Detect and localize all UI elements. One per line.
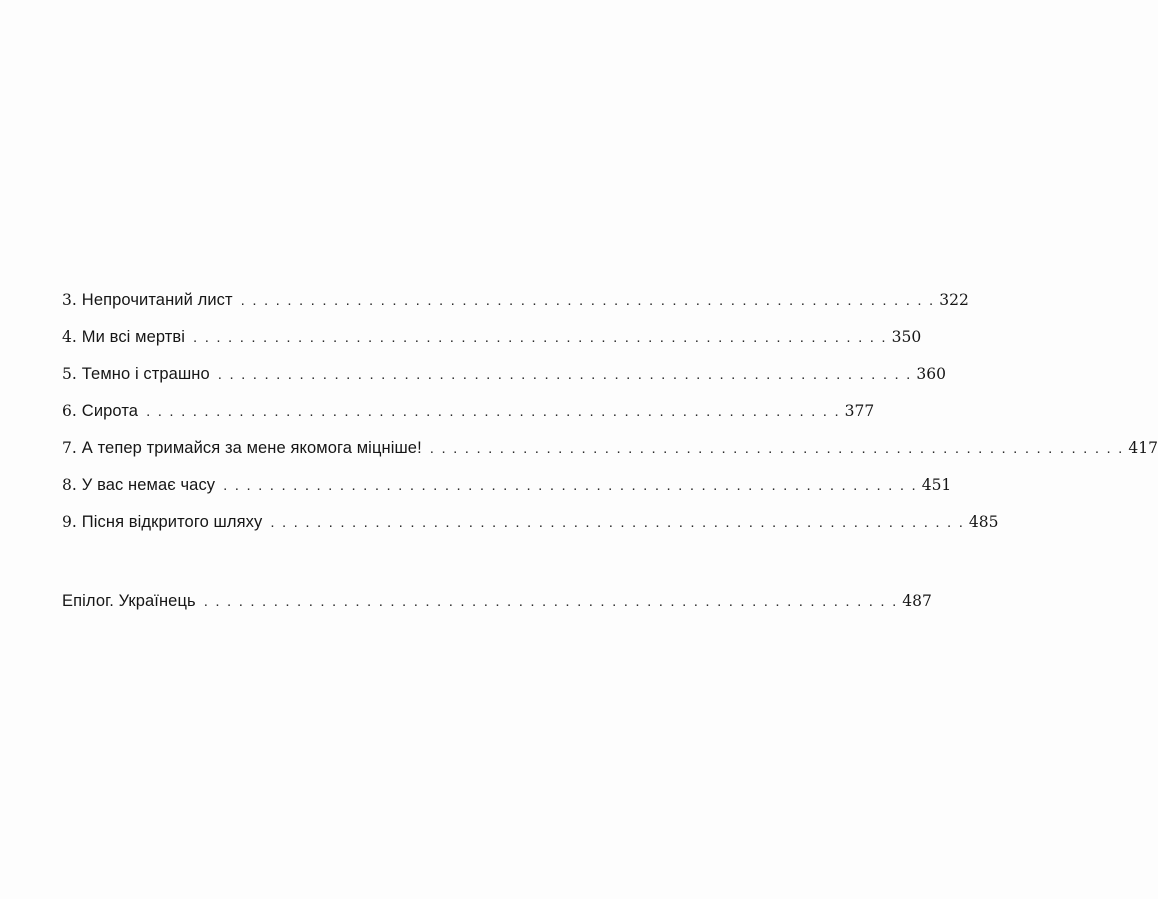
entry-number: 3. — [62, 291, 77, 309]
entry-title: Пісня відкритого шляху — [81, 513, 263, 531]
dot-leader: . . . . . . . . . . . . . . . . . . . . . . . . . . . . . . . . . . . . . . . . . . . . . . . . . . . . . . . . . . . . — [240, 292, 934, 309]
dot-leader: . . . . . . . . . . . . . . . . . . . . . . . . . . . . . . . . . . . . . . . . . . . . . . . . . . . . . . . . . . . . — [270, 514, 963, 531]
toc-entry-9 — [62, 510, 999, 534]
entry-number: 7. — [62, 439, 77, 457]
entry-title: Епілог. Українець — [62, 592, 196, 610]
entry-title: Ми всі мертві — [81, 328, 186, 346]
toc-entry-3 — [62, 288, 969, 312]
entry-number: 9. — [62, 513, 77, 531]
entry-title: Непрочитаний лист — [81, 291, 233, 309]
dot-leader: . . . . . . . . . . . . . . . . . . . . . . . . . . . . . . . . . . . . . . . . . . . . . . . . . . . . . . . . . . . . — [146, 403, 839, 420]
entry-page-number: 485 — [968, 513, 999, 531]
entry-title: У вас немає часу — [81, 476, 216, 494]
toc-entry-4 — [62, 325, 922, 349]
dot-leader: . . . . . . . . . . . . . . . . . . . . . . . . . . . . . . . . . . . . . . . . . . . . . . . . . . . . . . . . . . . . — [203, 593, 897, 610]
entry-page-number: 487 — [902, 592, 932, 610]
entry-page-number: 322 — [939, 291, 969, 309]
toc-entry-8 — [62, 473, 952, 497]
dot-leader: . . . . . . . . . . . . . . . . . . . . . . . . . . . . . . . . . . . . . . . . . . . . . . . . . . . . . . . . . . . . — [193, 329, 886, 346]
dot-leader: . . . . . . . . . . . . . . . . . . . . . . . . . . . . . . . . . . . . . . . . . . . . . . . . . . . . . . . . . . . . — [429, 440, 1123, 457]
toc-entry-6 — [62, 399, 875, 423]
entry-page-number: 417 — [1128, 439, 1158, 457]
entry-number: 5. — [62, 365, 77, 383]
entry-number: 8. — [62, 476, 77, 494]
entry-title: Сирота — [81, 402, 139, 420]
entry-page-number: 377 — [844, 402, 875, 420]
entry-page-number: 350 — [891, 328, 922, 346]
entry-title: А тепер тримайся за мене якомога міцніше! — [81, 439, 422, 457]
toc-entry-7 — [62, 436, 1158, 460]
dot-leader: . . . . . . . . . . . . . . . . . . . . . . . . . . . . . . . . . . . . . . . . . . . . . . . . . . . . . . . . . . . . — [223, 477, 916, 494]
entry-number: 4. — [62, 328, 77, 346]
entry-number: 6. — [62, 402, 77, 420]
entry-page-number: 451 — [921, 476, 952, 494]
entry-page-number: 360 — [916, 365, 946, 383]
dot-leader: . . . . . . . . . . . . . . . . . . . . . . . . . . . . . . . . . . . . . . . . . . . . . . . . . . . . . . . . . . . . — [217, 366, 911, 383]
toc-entry-epilogue — [62, 589, 932, 613]
toc-entry-5 — [62, 362, 946, 386]
entry-title: Темно і страшно — [81, 365, 210, 383]
